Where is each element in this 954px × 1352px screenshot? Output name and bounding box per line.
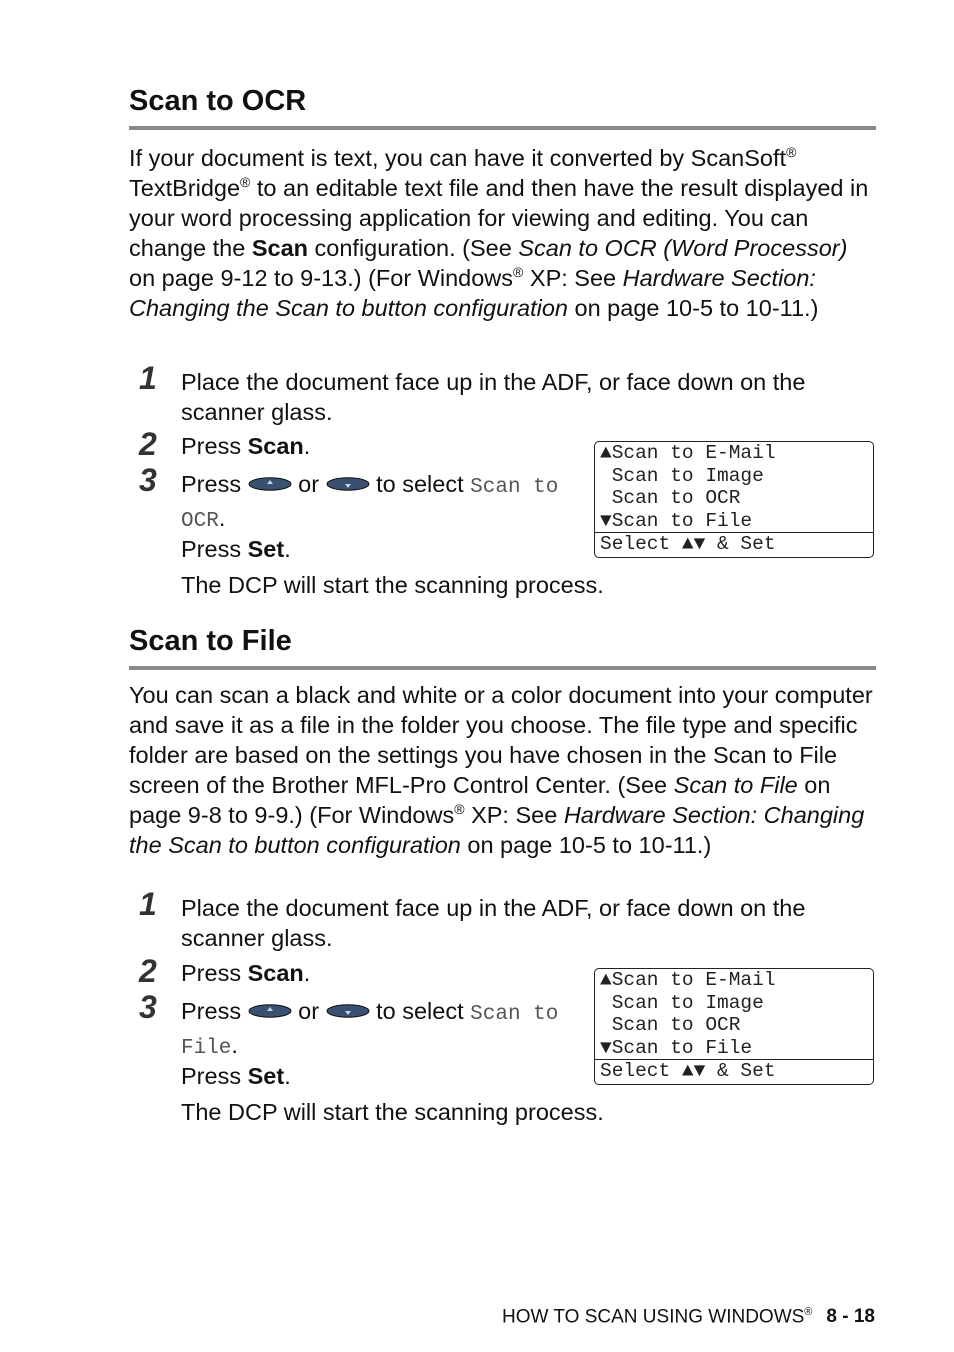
lcd-line: ▲Scan to E-Mail [600,442,776,464]
lcd-footer: Select ▲▼ & Set [595,1059,873,1082]
step-number: 2 [139,426,157,462]
footer-label: HOW TO SCAN USING WINDOWS [502,1306,805,1328]
lcd-line: Scan to Image [600,991,764,1014]
page-footer: HOW TO SCAN USING WINDOWS® 8 - 18 [502,1306,875,1328]
lcd-line: ▼Scan to File [600,509,753,532]
up-arrow-button-icon [248,1004,292,1018]
step-number: 1 [139,360,157,396]
ocr-step-3: 3 Press or to select Scan to OCR. [139,462,559,533]
ocr-result-text: The DCP will start the scanning process. [181,572,604,598]
lcd-line: Scan to Image [600,464,764,487]
file-step-3: 3 Press or to select Scan to File. [139,989,559,1060]
ocr-intro: If your document is text, you can have it converted by ScanSoft® TextBridge® to an editable text file and then have the result displayed in your word processing application for viewing and editing. You can change the Scan configuration. (See Scan to OCR (Word Processor) on page 9-12 to 9-13.) (For Windows® XP: See Hardware Section: Changing the Scan to button configuration on page 10-5 to 10-11.) [129,144,869,321]
file-press-set: Press Set. [181,1063,291,1089]
lcd-line: ▲Scan to E-Mail [600,969,776,991]
ocr-press-set: Press Set. [181,536,291,562]
heading-scan-to-ocr: Scan to OCR [129,84,876,130]
step-number: 2 [139,953,157,989]
down-arrow-button-icon [326,477,370,491]
ocr-step-2: 2 Press Scan. [139,426,311,462]
up-arrow-button-icon [248,477,292,491]
heading-scan-to-file: Scan to File [129,624,876,670]
ocr-intro-text: If your document is text, you can have it converted by ScanSoft [129,145,787,171]
file-step-1: 1 Place the document face up in the ADF, or face down on the scanner glass. [139,886,806,951]
step-number: 1 [139,886,157,922]
file-intro: You can scan a black and white or a color document into your computer and save it as a file in the folder you choose. The file type and specific folder are based on the settings you have chosen in the Scan to File screen of the Brother MFL-Pro Control Center. (See Scan to File on page 9-8 to 9-9.) (For Windows® XP: See Hardware Section: Changing the Scan to button configuration on page 10-5 to 10-11.) [129,682,873,858]
lcd-line: ▼Scan to File [600,1036,753,1059]
lcd-line: Scan to OCR [600,1014,741,1036]
step-number: 3 [139,989,157,1025]
section-scan-to-file [129,624,876,670]
file-step-2: 2 Press Scan. [139,953,311,989]
page-number: 8 - 18 [826,1306,875,1328]
lcd-display-ocr [594,441,874,558]
file-result-text: The DCP will start the scanning process. [181,1099,604,1125]
section-scan-to-ocr [129,84,876,130]
lcd-footer: Select ▲▼ & Set [595,532,873,555]
lcd-display-file [594,968,874,1085]
down-arrow-button-icon [326,1004,370,1018]
lcd-line: Scan to OCR [600,487,741,509]
ocr-step-1: 1 Place the document face up in the ADF, or face down on the scanner glass. [139,360,806,425]
file-intro-text: You can scan a black and white or a color document into your computer and save it as a file in the folder you choose. The file type and specific folder are based on the settings you have chosen in the Scan to File screen of the Brother MFL-Pro Control Center. (See [129,682,873,798]
step-number: 3 [139,462,157,498]
